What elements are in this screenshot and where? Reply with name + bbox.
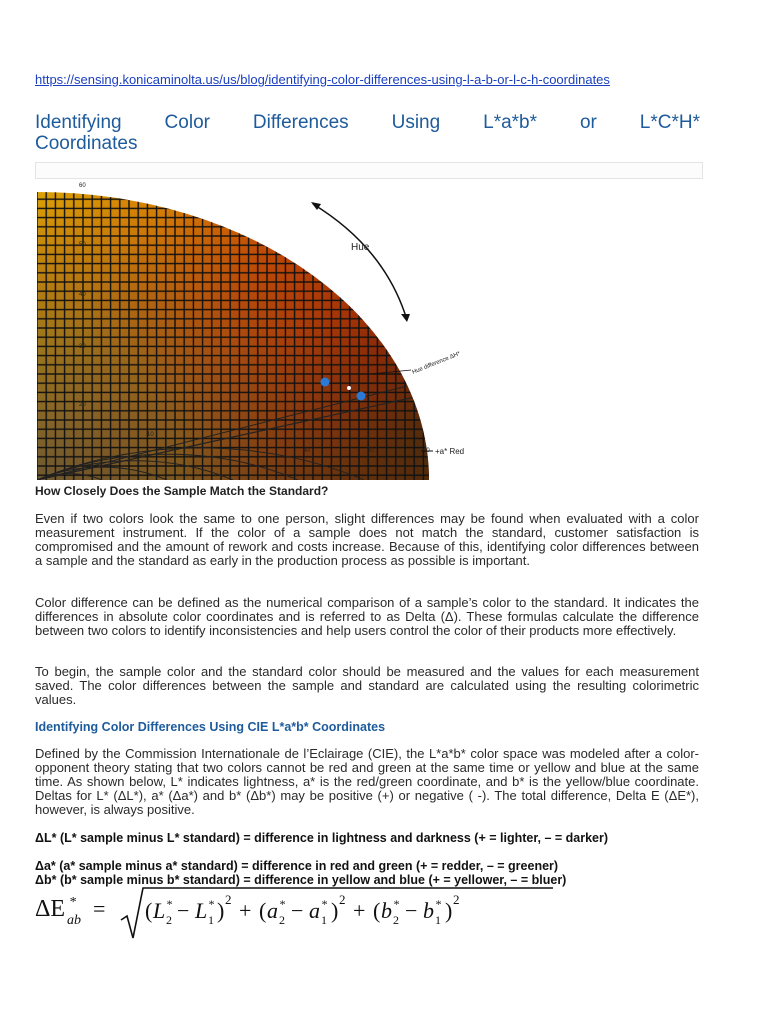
right-tick-label: 60 [423,448,430,454]
svg-text:*: * [393,897,399,911]
tick-label: 10 [147,432,154,438]
svg-text:ΔE: ΔE [35,896,66,922]
svg-text:−: − [405,898,418,923]
color-quarter-disc [35,178,505,480]
svg-text:1: 1 [435,913,441,927]
source-link[interactable]: https://sensing.konicaminolta.us/us/blog/identifying-color-differences-using-l-a-b-or-l-c-h-coordinates [35,72,610,87]
top-tick-label: 60 [79,183,86,189]
page-title [35,112,700,154]
svg-text:*: * [435,897,441,911]
tick-label: 50 [367,448,374,454]
svg-text:*: * [208,897,214,911]
svg-text:2: 2 [393,913,399,927]
svg-text:(: ( [373,898,381,923]
delta-b-line: Δb* (b* sample minus b* standard) = difference in yellow and blue (+ = yellower, – = bluer) [35,873,567,887]
tick-label: 50 [79,242,86,248]
svg-text:): ) [331,898,339,923]
delta-l-line: ΔL* (L* sample minus L* standard) = difference in lightness and darkness (+ = lighter, – = darker) [35,831,609,845]
svg-text:+: + [353,898,366,923]
title-line-2: Coordinates [35,133,138,154]
svg-text:2: 2 [225,892,232,907]
section-paragraph: Defined by the Commission Internationale de l’Eclairage (CIE), the L*a*b* color space was modeled after a color-opponent theory stating that two colors cannot be red and green at the same time or yellow and blue at the same time. As shown below, L* indicates lightness, a* is the red/green coordinate, and b* is the yellow/blue coordinate. Deltas for L* (ΔL*), a* (Δa*) and b* (Δb*) may be positive (+) or negative ( -). The total difference, Delta E (ΔE*), however, is always positive. [35,746,699,817]
tick-label: 30 [79,344,86,350]
svg-text:=: = [93,896,106,921]
svg-text:): ) [445,898,453,923]
section-heading: Identifying Color Differences Using CIE L*a*b* Coordinates [35,720,386,734]
figure-frame [35,162,703,179]
svg-text:b: b [381,898,392,923]
svg-text:2: 2 [453,892,460,907]
svg-text:*: * [321,897,327,911]
subheading: How Closely Does the Sample Match the Standard? [35,484,329,498]
svg-text:L: L [195,898,208,923]
paragraph: Color difference can be defined as the numerical comparison of a sample’s color to the standard. It indicates the differences in absolute color coordinates and is referred to as Delta (Δ). These formulas calculate the difference between two colors to identify inconsistencies and help users control the color of their products more effectively. [35,595,699,638]
tick-label: 20 [79,402,86,408]
delta-e-formula [35,880,555,944]
svg-text:b: b [423,898,434,923]
hue-arrow-head-bottom [401,314,410,322]
svg-text:2: 2 [279,913,285,927]
svg-text:1: 1 [321,913,327,927]
paragraph: To begin, the sample color and the standard color should be measured and the values for each measurement saved. The color differences between the sample and standard are calculated using the resulting colorimetric values. [35,664,699,707]
svg-text:*: * [69,895,76,910]
hue-label: Hue [351,242,370,253]
svg-text:(: ( [259,898,267,923]
tick-label: 40 [303,448,310,454]
svg-text:): ) [217,898,225,923]
hue-difference-label: Hue difference ΔH* [411,351,462,376]
svg-text:*: * [279,897,285,911]
svg-text:a: a [309,898,320,923]
tick-label: 40 [79,292,86,298]
svg-text:(: ( [145,898,153,923]
color-space-figure [35,178,505,480]
svg-text:ab: ab [67,913,81,928]
svg-text:−: − [177,898,190,923]
svg-text:−: − [291,898,304,923]
svg-text:*: * [166,897,172,911]
svg-text:2: 2 [339,892,346,907]
svg-text:1: 1 [208,913,214,927]
paragraph: Even if two colors look the same to one person, slight differences may be found when evaluated with a color measurement instrument. If the color of a sample does not match the standard, customer satisfaction is compromised and the amount of rework and costs increase. Because of this, identifying color differences between a sample and the standard as early in the production process as possible is important. [35,511,699,568]
svg-text:+: + [239,898,252,923]
svg-text:a: a [267,898,278,923]
delta-a-line: Δa* (a* sample minus a* standard) = difference in red and green (+ = redder, – = greener) [35,859,559,873]
title-line-1: Identifying Color Differences Using L*a*b* or L*C*H* [35,112,700,133]
svg-text:2: 2 [166,913,172,927]
svg-text:L: L [153,898,166,923]
red-axis-label: +a* Red [435,447,465,456]
